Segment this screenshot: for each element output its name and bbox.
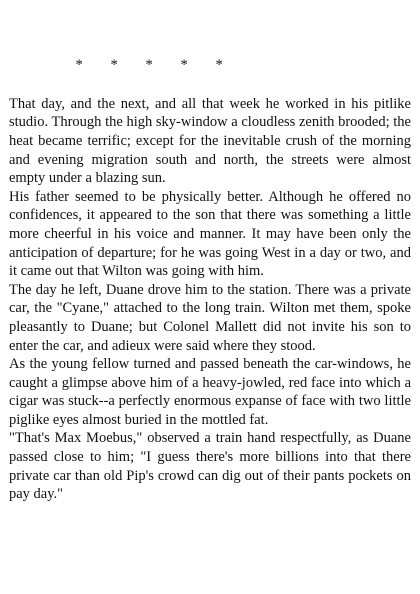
paragraph-studio-week: That day, and the next, and all that week he worked in his pitlike studio. Through the high sky-window a cloudless zenith brooded; the heat became terrific; except for the inevitable crush of the morning and evening migration south and north, the streets were almost empty under a blazing sun. xyxy=(9,95,411,187)
separator-asterisk: * xyxy=(110,56,118,73)
separator-asterisk: * xyxy=(215,56,223,73)
paragraph-max-moebus: "That's Max Moebus," observed a train hand respectfully, as Duane passed close to him; "I guess there's more billions into that there private car than old Pip's crowd can dig out of their pants pockets on pay day." xyxy=(9,430,411,503)
section-separator xyxy=(61,37,411,93)
separator-asterisk: * xyxy=(180,56,188,73)
separator-asterisk: * xyxy=(145,56,153,73)
paragraph-station: The day he left, Duane drove him to the station. There was a private car, the "Cyane," attached to the long train. Wilton met them, spoke pleasantly to Duane; but Colonel Mallett did not invite his son to enter the car, and adieux were said where they stood. xyxy=(9,281,411,354)
separator-asterisk: * xyxy=(75,56,83,73)
document-page xyxy=(9,37,411,504)
paragraph-father-better: His father seemed to be physically better. Although he offered no confidences, it appeared to the son that there was something a little more cheerful in his voice and manner. It may have been only the anticipation of departure; for he was going West in a day or two, and it came out that Wilton was going with him. xyxy=(9,188,411,280)
paragraph-car-windows: As the young fellow turned and passed beneath the car-windows, he caught a glimpse above him of a heavy-jowled, red face into which a cigar was stuck--a perfectly enormous expanse of face with two little piglike eyes almost buried in the mottled fat. xyxy=(9,356,411,428)
